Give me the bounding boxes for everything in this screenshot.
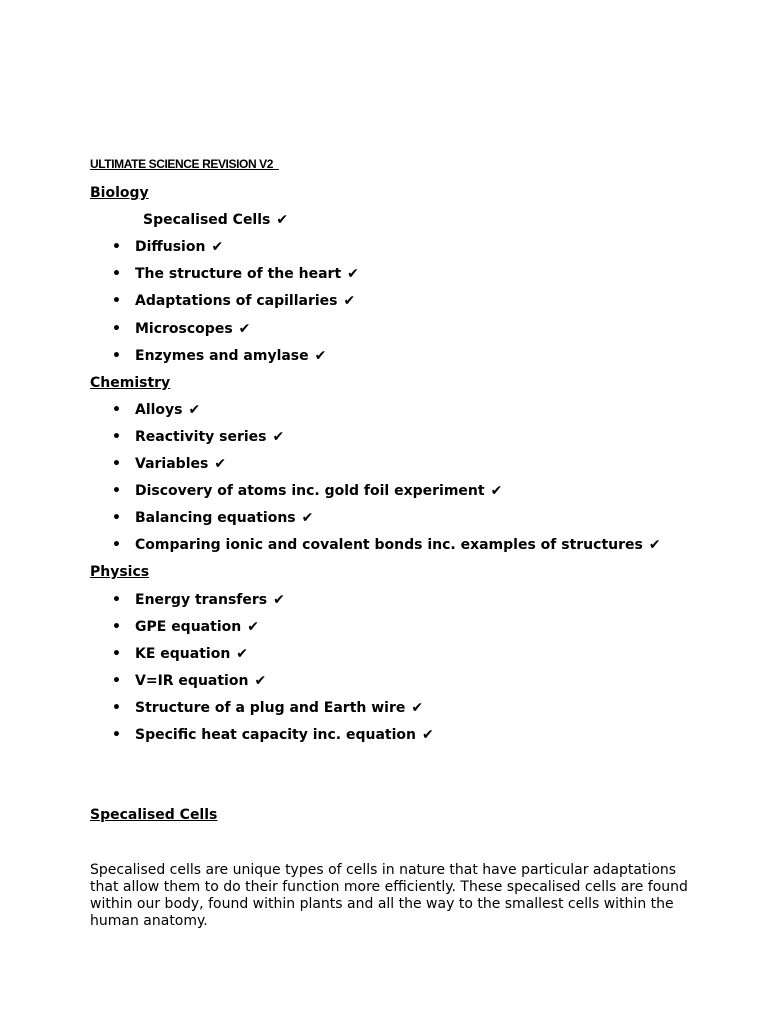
checkmark-icon: ✔ [648,537,661,553]
checkmark-icon: ✔ [238,321,251,337]
bullet-icon: • [112,592,121,608]
section-heading: Chemistry [90,375,171,391]
list-item [112,646,248,662]
checkmark-icon: ✔ [314,348,327,364]
checkmark-icon: ✔ [211,239,224,255]
item-label: Alloys [135,402,183,418]
checkmark-icon: ✔ [272,429,285,445]
bullet-icon: • [112,402,121,418]
list-item [112,483,502,499]
item-label: Reactivity series [135,429,267,445]
item-label: Comparing ionic and covalent bonds inc. examples of structures [135,537,643,553]
checkmark-icon: ✔ [273,592,285,608]
checkmark-icon: ✔ [301,510,314,526]
checkmark-icon: ✔ [254,673,267,689]
list-item [112,456,226,472]
item-label: Structure of a plug and Earth wire [135,700,406,716]
checkmark-icon: ✔ [276,212,289,228]
bullet-icon: • [112,510,121,526]
item-label: Microscopes [135,321,233,337]
bullet-icon: • [112,537,121,553]
item-label: Diffusion [135,239,206,255]
bullet-icon: • [112,456,121,472]
checkmark-icon: ✔ [490,483,503,499]
list-item [112,293,355,309]
bullet-icon: • [112,429,121,445]
bullet-icon: • [112,646,121,662]
bullet-icon: • [112,348,121,364]
list-item [112,510,313,526]
bullet-icon: • [112,483,121,499]
list-item [112,429,284,445]
bullet-icon: • [112,727,121,743]
document-title: ULTIMATE SCIENCE REVISION V2 [90,157,279,171]
bullet-icon: • [112,321,121,337]
bullet-icon: • [112,239,121,255]
item-label: The structure of the heart [135,266,342,282]
checkmark-icon: ✔ [236,646,249,662]
bullet-icon: • [112,293,121,309]
bullet-icon: • [112,700,121,716]
list-item [112,727,434,743]
item-label: Discovery of atoms inc. gold foil experiment [135,483,485,499]
item-label: KE equation [135,646,231,662]
list-item [112,321,250,337]
list-item [112,348,326,364]
checkmark-icon: ✔ [347,266,359,282]
list-item [112,619,259,635]
bullet-icon: • [112,619,121,635]
item-label: GPE equation [135,619,242,635]
section-heading: Physics [90,564,150,580]
item-label: V=IR equation [135,673,249,689]
list-item [112,700,423,716]
checkmark-icon: ✔ [188,402,201,418]
bullet-icon: • [112,673,121,689]
item-label: Specific heat capacity inc. equation [135,727,416,743]
checkmark-icon: ✔ [411,700,424,716]
list-item [112,673,266,689]
list-item [112,239,223,255]
checkmark-icon: ✔ [247,619,259,635]
list-item [112,266,359,282]
body-paragraph: Specalised cells are unique types of cells in nature that have particular adaptations that allow them to do their function more efficiently. These specalised cells are found within our body, found within plants and all the way to the smallest cells within the human anatomy. [90,862,688,929]
item-label: Energy transfers [135,592,268,608]
indented-item [143,212,288,228]
list-item [112,402,200,418]
item-label: Enzymes and amylase [135,348,309,364]
item-label: Variables [135,456,209,472]
list-item [112,537,661,553]
section-heading: Biology [90,185,149,201]
item-label: Balancing equations [135,510,296,526]
item-label: Adaptations of capillaries [135,293,338,309]
checkmark-icon: ✔ [422,727,434,743]
checkmark-icon: ✔ [214,456,227,472]
checkmark-icon: ✔ [343,293,356,309]
body-heading: Specalised Cells [90,807,218,823]
item-label: Specalised Cells [143,212,271,228]
bullet-icon: • [112,266,121,282]
list-item [112,592,285,608]
